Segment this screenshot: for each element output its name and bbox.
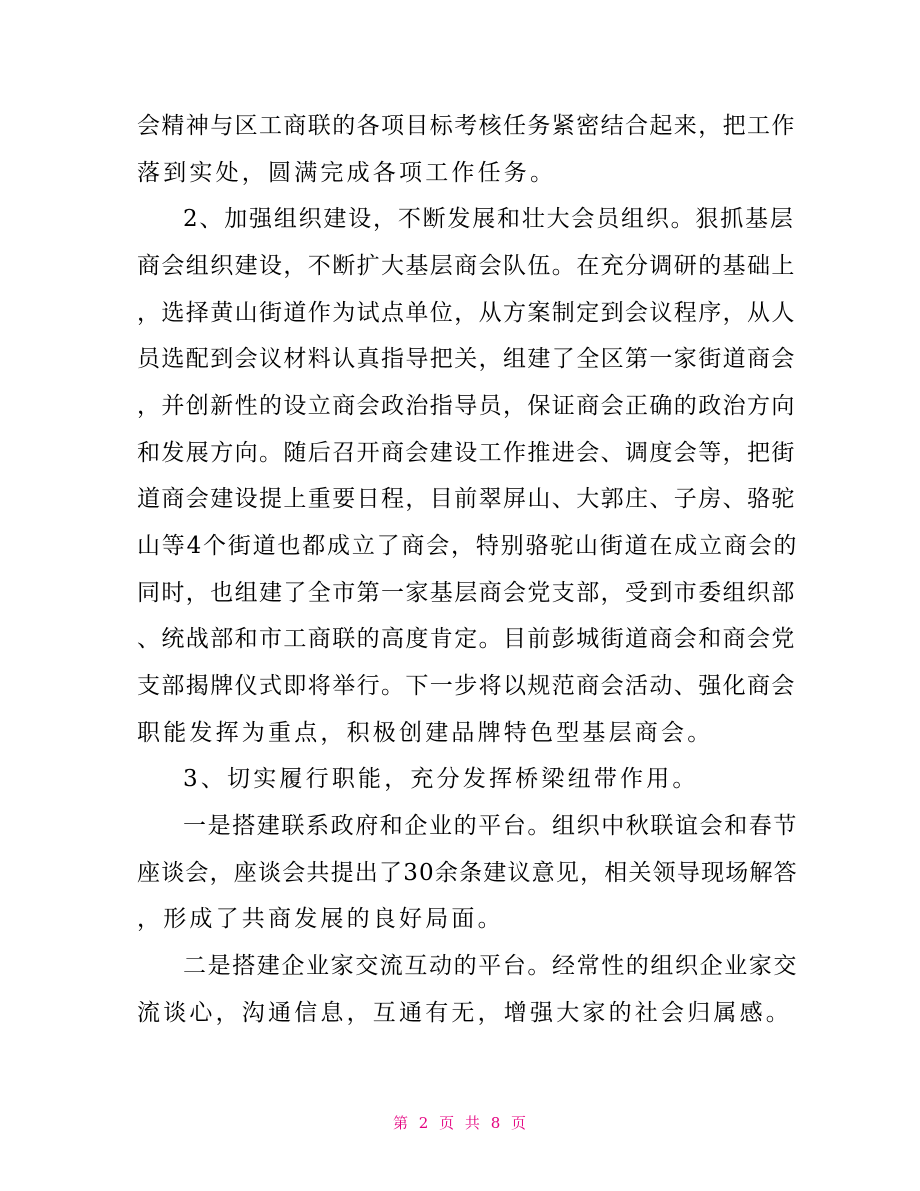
paragraph-line: ，选择黄山街道作为试点单位，从方案制定到会议程序，从人	[137, 300, 796, 326]
paragraph-line: 商会组织建设，不断扩大基层商会队伍。在充分调研的基础上	[137, 253, 796, 279]
paragraph-line: 二是搭建企业家交流互动的平台。经常性的组织企业家交	[183, 953, 798, 979]
footer-page-unit: 页	[439, 1114, 456, 1132]
paragraph-line: ，并创新性的设立商会政治指导员，保证商会正确的政治方向	[137, 393, 796, 419]
paragraph-line: 会精神与区工商联的各项目标考核任务紧密结合起来，把工作	[137, 113, 796, 139]
footer-prefix: 第	[392, 1114, 409, 1132]
paragraph-line: 和发展方向。随后召开商会建设工作推进会、调度会等，把街	[137, 440, 796, 466]
paragraph-line: ，形成了共商发展的良好局面。	[137, 906, 504, 932]
footer-total-label: 共	[464, 1114, 481, 1132]
paragraph-line: 山等4个街道也都成立了商会，特别骆驼山街道在成立商会的	[137, 533, 799, 559]
paragraph-line: 落到实处，圆满完成各项工作任务。	[137, 160, 557, 186]
paragraph-line: 2、加强组织建设，不断发展和壮大会员组织。狠抓基层	[183, 206, 795, 232]
paragraph-line: 座谈会，座谈会共提出了30余条建议意见，相关领导现场解答	[137, 860, 798, 886]
page-footer	[0, 1113, 920, 1133]
paragraph-line: 支部揭牌仪式即将举行。下一步将以规范商会活动、强化商会	[137, 673, 796, 699]
footer-total-pages: 8	[490, 1114, 502, 1132]
paragraph-line: 道商会建设提上重要日程，目前翠屏山、大郭庄、子房、骆驼	[137, 486, 796, 512]
paragraph-line: 3、切实履行职能，充分发挥桥梁纽带作用。	[183, 766, 699, 792]
paragraph-line: 一是搭建联系政府和企业的平台。组织中秋联谊会和春节	[183, 813, 798, 839]
footer-current-page: 2	[418, 1114, 430, 1132]
paragraph-line: 员选配到会议材料认真指导把关，组建了全区第一家街道商会	[137, 346, 796, 372]
paragraph-line: 职能发挥为重点，积极创建品牌特色型基层商会。	[137, 720, 714, 746]
paragraph-line: 流谈心，沟通信息，互通有无，增强大家的社会归属感。	[137, 1000, 792, 1026]
paragraph-line: 、统战部和市工商联的高度肯定。目前彭城街道商会和商会党	[137, 626, 796, 652]
footer-suffix: 页	[511, 1114, 528, 1132]
paragraph-line: 同时，也组建了全市第一家基层商会党支部，受到市委组织部	[137, 580, 796, 606]
